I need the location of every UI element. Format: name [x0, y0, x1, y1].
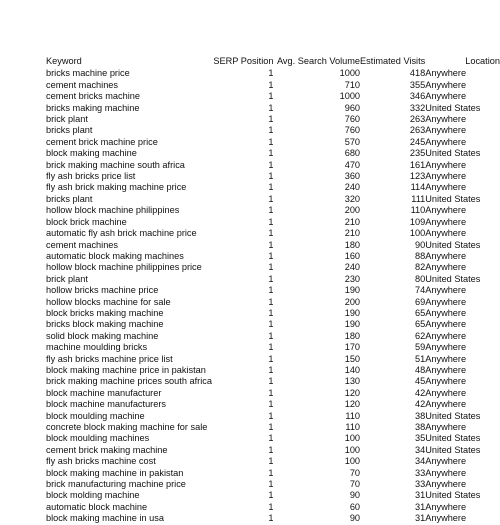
cell-estimated-visits: 69 — [415, 296, 426, 307]
cell-keyword: brick making machine prices south africa — [46, 376, 212, 387]
cell-location: Anywhere — [425, 68, 467, 79]
cell-avg-search-volume: 120 — [344, 399, 361, 410]
cell-location: Anywhere — [425, 285, 467, 296]
table-row — [46, 433, 500, 444]
cell-location: Anywhere — [425, 467, 467, 478]
cell-keyword: bricks making machine — [46, 102, 140, 113]
cell-keyword: hollow bricks machine price — [46, 285, 159, 296]
cell-keyword: block molding machine — [46, 490, 140, 501]
cell-avg-search-volume: 320 — [344, 193, 361, 204]
cell-estimated-visits: 114 — [410, 182, 426, 193]
cell-location: Anywhere — [425, 262, 467, 273]
cell-location: Anywhere — [425, 399, 467, 410]
cell-keyword: block machine manufacturers — [46, 399, 167, 410]
cell-location: United States — [425, 444, 481, 455]
table-row — [46, 251, 500, 262]
cell-location: Anywhere — [425, 319, 467, 330]
table-row — [46, 376, 500, 387]
cell-location: Anywhere — [425, 296, 467, 307]
cell-estimated-visits: 111 — [411, 193, 426, 204]
cell-keyword: block making machine in pakistan — [46, 467, 184, 478]
cell-estimated-visits: 38 — [415, 422, 426, 432]
cell-serp-position: 1 — [268, 239, 274, 250]
cell-serp-position: 1 — [268, 148, 274, 159]
cell-estimated-visits: 355 — [409, 79, 426, 90]
cell-estimated-visits: 263 — [409, 125, 426, 136]
cell-location: United States — [425, 239, 481, 250]
cell-keyword: brick plant — [46, 273, 88, 284]
cell-serp-position: 1 — [268, 79, 274, 90]
table-row — [46, 182, 500, 193]
table-row — [46, 125, 500, 136]
cell-keyword: block moulding machine — [46, 410, 145, 421]
table-row — [46, 262, 500, 273]
table-row — [46, 171, 500, 182]
cell-estimated-visits: 65 — [415, 307, 426, 318]
cell-avg-search-volume: 210 — [344, 228, 361, 239]
cell-estimated-visits: 90 — [415, 239, 426, 250]
cell-serp-position: 1 — [268, 285, 274, 296]
cell-keyword: concrete block making machine for sale — [46, 422, 208, 432]
table-row — [46, 331, 500, 342]
cell-estimated-visits: 31 — [415, 490, 426, 501]
cell-serp-position: 1 — [268, 68, 274, 79]
cell-avg-search-volume: 120 — [344, 387, 361, 398]
table-row — [46, 228, 500, 239]
table-row — [46, 137, 500, 148]
cell-keyword: fly ash bricks price list — [46, 171, 136, 182]
cell-serp-position: 1 — [268, 193, 274, 204]
cell-keyword: block brick machine — [46, 216, 127, 227]
cell-keyword: machine moulding bricks — [46, 342, 148, 353]
cell-location: Anywhere — [425, 513, 467, 524]
cell-avg-search-volume: 190 — [344, 307, 361, 318]
cell-location: Anywhere — [425, 422, 467, 432]
cell-serp-position: 1 — [268, 479, 274, 490]
cell-location: Anywhere — [425, 205, 467, 216]
cell-keyword: automatic block machine — [46, 501, 148, 512]
cell-estimated-visits: 59 — [415, 342, 426, 353]
cell-location: Anywhere — [425, 330, 467, 341]
table-row — [46, 479, 500, 490]
cell-location: Anywhere — [425, 216, 467, 227]
cell-estimated-visits: 346 — [409, 91, 426, 102]
table-row — [46, 456, 500, 467]
cell-avg-search-volume: 90 — [349, 490, 361, 501]
cell-location: Anywhere — [425, 250, 467, 261]
table-row — [46, 342, 500, 353]
header-location: Location — [465, 56, 500, 66]
header-avg-search-volume: Avg. Search Volume — [276, 56, 361, 66]
cell-keyword: fly ash brick making machine price — [46, 182, 187, 193]
table-body — [46, 68, 500, 524]
header-estimated-visits: Estimated Visits — [360, 56, 426, 66]
cell-location: Anywhere — [425, 114, 467, 125]
cell-location: United States — [425, 433, 481, 444]
cell-serp-position: 1 — [268, 319, 274, 330]
table-row — [46, 285, 500, 296]
cell-avg-search-volume: 1000 — [339, 91, 361, 102]
cell-avg-search-volume: 240 — [344, 262, 361, 273]
cell-serp-position: 1 — [268, 205, 274, 216]
cell-keyword: fly ash bricks machine price list — [46, 353, 173, 364]
table-row — [46, 445, 500, 456]
table-row — [46, 274, 500, 285]
cell-estimated-visits: 51 — [415, 353, 426, 364]
table-row — [46, 114, 500, 125]
cell-keyword: block machine manufacturer — [46, 387, 162, 398]
cell-keyword: bricks plant — [46, 125, 93, 136]
header-serp-position: SERP Position — [213, 56, 274, 66]
cell-serp-position: 1 — [268, 376, 274, 387]
cell-avg-search-volume: 180 — [344, 239, 361, 250]
cell-avg-search-volume: 240 — [344, 182, 361, 193]
cell-avg-search-volume: 110 — [345, 410, 361, 421]
cell-serp-position: 1 — [268, 216, 274, 227]
cell-serp-position: 1 — [268, 364, 274, 375]
cell-avg-search-volume: 960 — [344, 102, 361, 113]
table-row — [46, 103, 500, 114]
cell-location: Anywhere — [425, 79, 467, 90]
cell-serp-position: 1 — [268, 102, 274, 113]
cell-serp-position: 1 — [268, 171, 274, 182]
cell-location: Anywhere — [425, 307, 467, 318]
cell-avg-search-volume: 100 — [344, 433, 361, 444]
cell-avg-search-volume: 470 — [344, 159, 361, 170]
cell-location: Anywhere — [425, 136, 467, 147]
cell-serp-position: 1 — [268, 273, 274, 284]
cell-avg-search-volume: 180 — [344, 330, 361, 341]
cell-keyword: bricks block making machine — [46, 319, 164, 330]
cell-estimated-visits: 33 — [415, 479, 426, 490]
cell-serp-position: 1 — [268, 387, 274, 398]
cell-serp-position: 1 — [268, 444, 274, 455]
cell-avg-search-volume: 60 — [349, 501, 361, 512]
cell-estimated-visits: 42 — [415, 387, 426, 398]
cell-location: Anywhere — [425, 228, 467, 239]
keyword-table — [46, 56, 500, 525]
cell-avg-search-volume: 760 — [344, 125, 361, 136]
cell-avg-search-volume: 100 — [344, 456, 361, 467]
cell-avg-search-volume: 70 — [349, 479, 361, 490]
cell-serp-position: 1 — [268, 422, 274, 432]
cell-keyword: fly ash bricks machine cost — [46, 456, 156, 467]
cell-serp-position: 1 — [268, 467, 274, 478]
table-row — [46, 319, 500, 330]
cell-estimated-visits: 110 — [410, 205, 426, 216]
cell-keyword: block making machine in usa — [46, 513, 164, 524]
cell-avg-search-volume: 200 — [344, 296, 361, 307]
table-row — [46, 91, 500, 102]
cell-keyword: cement machines — [46, 79, 119, 90]
cell-estimated-visits: 34 — [415, 456, 426, 467]
cell-keyword: hollow block machine philippines price — [46, 262, 202, 273]
cell-location: Anywhere — [425, 456, 467, 467]
cell-estimated-visits: 31 — [415, 513, 426, 524]
cell-serp-position: 1 — [268, 125, 274, 136]
cell-serp-position: 1 — [268, 456, 274, 467]
table-row — [46, 365, 500, 376]
cell-estimated-visits: 82 — [415, 262, 426, 273]
table-row — [46, 160, 500, 171]
table-row — [46, 468, 500, 479]
cell-avg-search-volume: 190 — [344, 319, 361, 330]
cell-keyword: cement machines — [46, 239, 119, 250]
cell-serp-position: 1 — [268, 342, 274, 353]
cell-estimated-visits: 100 — [409, 228, 426, 239]
cell-estimated-visits: 65 — [415, 319, 426, 330]
cell-keyword: block moulding machines — [46, 433, 150, 444]
cell-avg-search-volume: 1000 — [339, 68, 361, 79]
cell-estimated-visits: 74 — [415, 285, 426, 296]
cell-serp-position: 1 — [268, 296, 274, 307]
cell-estimated-visits: 34 — [415, 444, 426, 455]
cell-avg-search-volume: 110 — [345, 422, 361, 432]
table-row — [46, 422, 500, 433]
cell-location: Anywhere — [425, 342, 467, 353]
cell-keyword: cement brick machine price — [46, 136, 158, 147]
cell-keyword: bricks plant — [46, 193, 93, 204]
table-row — [46, 80, 500, 91]
cell-estimated-visits: 45 — [415, 376, 426, 387]
cell-avg-search-volume: 160 — [344, 250, 361, 261]
cell-location: Anywhere — [425, 353, 467, 364]
cell-location: Anywhere — [425, 182, 467, 193]
cell-keyword: block making machine — [46, 148, 137, 159]
table-row — [46, 354, 500, 365]
cell-avg-search-volume: 680 — [344, 148, 361, 159]
cell-keyword: brick plant — [46, 114, 88, 125]
cell-keyword: hollow block machine philippines — [46, 205, 180, 216]
header-keyword: Keyword — [46, 56, 82, 66]
cell-keyword: brick making machine south africa — [46, 159, 185, 170]
cell-serp-position: 1 — [268, 330, 274, 341]
cell-serp-position: 1 — [268, 410, 274, 421]
table-header-row — [46, 56, 500, 68]
cell-estimated-visits: 245 — [409, 136, 426, 147]
table-row — [46, 205, 500, 216]
cell-keyword: automatic fly ash brick machine price — [46, 228, 197, 239]
cell-location: United States — [425, 273, 481, 284]
table-row — [46, 240, 500, 251]
cell-serp-position: 1 — [268, 228, 274, 239]
cell-avg-search-volume: 140 — [344, 364, 361, 375]
cell-location: United States — [425, 490, 481, 501]
cell-avg-search-volume: 570 — [344, 136, 361, 147]
cell-serp-position: 1 — [268, 262, 274, 273]
table-row — [46, 308, 500, 319]
table-row — [46, 217, 500, 228]
cell-avg-search-volume: 710 — [344, 79, 361, 90]
cell-avg-search-volume: 760 — [344, 114, 361, 125]
table-row — [46, 68, 500, 79]
cell-location: Anywhere — [425, 159, 467, 170]
cell-location: Anywhere — [425, 91, 467, 102]
table-row — [46, 297, 500, 308]
cell-estimated-visits: 42 — [415, 399, 426, 410]
cell-estimated-visits: 80 — [415, 273, 426, 284]
cell-serp-position: 1 — [268, 114, 274, 125]
cell-location: United States — [425, 410, 481, 421]
cell-keyword: solid block making machine — [46, 330, 159, 341]
table-row — [46, 194, 500, 205]
cell-keyword: cement brick making machine — [46, 444, 168, 455]
cell-avg-search-volume: 190 — [344, 285, 361, 296]
cell-avg-search-volume: 170 — [344, 342, 361, 353]
cell-estimated-visits: 332 — [409, 102, 426, 113]
cell-location: Anywhere — [425, 171, 467, 182]
cell-keyword: block making machine price in pakistan — [46, 364, 206, 375]
cell-estimated-visits: 62 — [415, 330, 426, 341]
cell-avg-search-volume: 90 — [349, 513, 361, 524]
cell-estimated-visits: 88 — [415, 250, 426, 261]
cell-estimated-visits: 123 — [409, 171, 426, 182]
cell-location: Anywhere — [425, 376, 467, 387]
cell-serp-position: 1 — [268, 136, 274, 147]
cell-estimated-visits: 35 — [415, 433, 426, 444]
table-row — [46, 399, 500, 410]
cell-serp-position: 1 — [268, 91, 274, 102]
cell-serp-position: 1 — [268, 490, 274, 501]
cell-location: Anywhere — [425, 501, 467, 512]
cell-serp-position: 1 — [268, 353, 274, 364]
cell-location: Anywhere — [425, 479, 467, 490]
table-row — [46, 490, 500, 501]
cell-avg-search-volume: 100 — [344, 444, 361, 455]
cell-serp-position: 1 — [268, 399, 274, 410]
cell-serp-position: 1 — [268, 433, 274, 444]
cell-keyword: block bricks making machine — [46, 307, 164, 318]
cell-keyword: cement bricks machine — [46, 91, 140, 102]
cell-estimated-visits: 161 — [409, 159, 426, 170]
cell-serp-position: 1 — [268, 250, 274, 261]
cell-keyword: bricks machine price — [46, 68, 130, 79]
table-row — [46, 148, 500, 159]
cell-avg-search-volume: 130 — [344, 376, 361, 387]
cell-avg-search-volume: 230 — [344, 273, 361, 284]
cell-keyword: hollow blocks machine for sale — [46, 296, 171, 307]
table-row — [46, 388, 500, 399]
cell-keyword: automatic block making machines — [46, 250, 184, 261]
cell-estimated-visits: 418 — [409, 68, 426, 79]
cell-estimated-visits: 33 — [415, 467, 426, 478]
table-row — [46, 411, 500, 422]
cell-location: United States — [425, 102, 481, 113]
cell-avg-search-volume: 150 — [344, 353, 361, 364]
cell-estimated-visits: 109 — [409, 216, 426, 227]
cell-serp-position: 1 — [268, 513, 274, 524]
cell-avg-search-volume: 200 — [344, 205, 361, 216]
cell-location: United States — [425, 148, 481, 159]
cell-estimated-visits: 263 — [409, 114, 426, 125]
cell-estimated-visits: 31 — [415, 501, 426, 512]
cell-estimated-visits: 235 — [409, 148, 426, 159]
cell-estimated-visits: 38 — [415, 410, 426, 421]
cell-location: Anywhere — [425, 364, 467, 375]
cell-serp-position: 1 — [268, 159, 274, 170]
cell-avg-search-volume: 360 — [344, 171, 361, 182]
cell-keyword: brick manufacturing machine price — [46, 479, 186, 490]
cell-serp-position: 1 — [268, 501, 274, 512]
cell-avg-search-volume: 70 — [349, 467, 361, 478]
cell-serp-position: 1 — [268, 307, 274, 318]
cell-estimated-visits: 48 — [415, 364, 426, 375]
table-row — [46, 513, 500, 524]
cell-location: Anywhere — [425, 387, 467, 398]
cell-location: Anywhere — [425, 125, 467, 136]
cell-avg-search-volume: 210 — [344, 216, 361, 227]
cell-location: United States — [425, 193, 481, 204]
table-row — [46, 502, 500, 513]
cell-serp-position: 1 — [268, 182, 274, 193]
